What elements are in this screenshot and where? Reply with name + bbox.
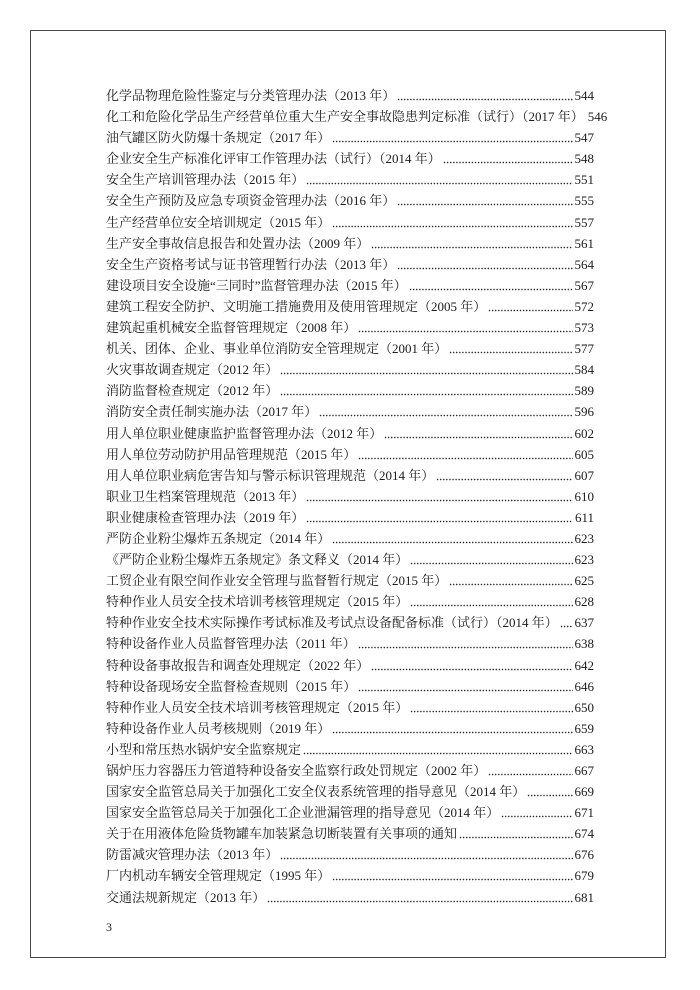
toc-dot-leader <box>280 359 572 380</box>
toc-entry-page: 605 <box>574 446 594 462</box>
toc-entry-title: 厂内机动车辆安全管理规定（1995 年） <box>106 868 331 884</box>
toc-dot-leader <box>358 676 572 697</box>
toc-entry <box>106 802 594 823</box>
toc-dot-leader <box>280 844 572 865</box>
toc-entry-page: 681 <box>574 889 594 905</box>
toc-entry-page: 584 <box>574 362 594 378</box>
toc-entry-page: 561 <box>574 235 594 251</box>
toc-dot-leader <box>397 85 572 106</box>
toc-entry <box>106 887 594 908</box>
toc-dot-leader <box>306 486 572 507</box>
toc-dot-leader <box>409 275 573 296</box>
toc-entry-page: 674 <box>574 826 594 842</box>
toc-entry-title: 小型和常压热水锅炉安全监察规定 <box>106 741 302 757</box>
toc-entry <box>106 781 594 802</box>
toc-entry-title: 化工和危险化学品生产经营单位重大生产安全事故隐患判定标准（试行）（2017 年） <box>106 109 584 125</box>
toc-entry <box>106 823 594 844</box>
toc-entry-page: 638 <box>574 636 594 652</box>
toc-entry <box>106 338 594 359</box>
toc-entry-page: 676 <box>574 847 594 863</box>
toc-entry-title: 安全生产培训管理办法（2015 年） <box>106 172 305 188</box>
toc-dot-leader <box>371 655 572 676</box>
toc-entry <box>106 212 594 233</box>
toc-dot-leader <box>319 401 572 422</box>
toc-dot-leader <box>449 570 572 591</box>
toc-entry-page: 623 <box>574 530 594 546</box>
toc-entry-page: 607 <box>574 467 594 483</box>
toc-entry <box>106 676 594 697</box>
toc-entry <box>106 486 594 507</box>
toc-entry-title: 国家安全监管总局关于加强化工安全仪表系统管理的指导意见（2014 年） <box>106 784 526 800</box>
toc-entry <box>106 612 594 633</box>
toc-entry <box>106 233 594 254</box>
toc-entry-page: 667 <box>574 763 594 778</box>
toc-entry-title: 工贸企业有限空间作业安全管理与监督暂行规定（2015 年） <box>106 573 448 589</box>
toc-dot-leader <box>488 760 572 781</box>
toc-dot-leader <box>332 212 572 233</box>
toc-entry-title: 消防监督检查规定（2012 年） <box>106 383 279 399</box>
toc-entry-title: 职业卫生档案管理规范（2013 年） <box>106 488 305 504</box>
toc-entry <box>106 275 594 296</box>
toc-dot-leader <box>358 633 573 654</box>
toc-entry-title: 火灾事故调查规定（2012 年） <box>106 362 279 378</box>
toc-entry <box>106 591 594 612</box>
toc-entry-title: 安全生产资格考试与证书管理暂行办法（2013 年） <box>106 256 396 272</box>
toc-entry <box>106 380 594 401</box>
toc-entry <box>106 655 594 676</box>
toc-entry-title: 机关、团体、企业、事业单位消防安全管理规定（2001 年） <box>106 341 448 357</box>
toc-entry-page: 548 <box>574 151 594 167</box>
toc-entry <box>106 570 594 591</box>
toc-entry-page: 646 <box>574 678 594 694</box>
toc-entry <box>106 359 594 380</box>
toc-entry-page: 663 <box>574 741 594 757</box>
toc-entry-title: 特种设备事故报告和调查处理规定（2022 年） <box>106 657 370 673</box>
toc-entry-page: 573 <box>574 320 594 336</box>
toc-dot-leader <box>384 423 572 444</box>
toc-entry-title: 建筑起重机械安全监督管理规定（2008 年） <box>106 320 357 336</box>
toc-dot-leader <box>397 190 572 211</box>
toc-dot-leader <box>560 612 573 633</box>
toc-entry-page: 555 <box>574 193 594 209</box>
toc-entry <box>106 865 594 886</box>
toc-entry-page: 577 <box>574 341 594 357</box>
toc-entry-title: 交通法规新规定（2013 年） <box>106 889 266 905</box>
toc-entry-title: 职业健康检查管理办法（2019 年） <box>106 509 305 525</box>
toc-entry-page: 625 <box>574 573 594 589</box>
toc-entry-page: 589 <box>574 383 594 399</box>
toc-entry <box>106 296 594 317</box>
toc-entry-page: 546 <box>587 109 608 125</box>
toc-dot-leader <box>436 465 572 486</box>
toc-entry-title: 《严防企业粉尘爆炸五条规定》条文释义（2014 年） <box>106 552 409 568</box>
toc-entry <box>106 844 594 865</box>
toc-dot-leader <box>410 697 572 718</box>
toc-entry-title: 关于在用液体危险货物罐车加装紧急切断装置有关事项的通知 <box>106 826 458 842</box>
toc-entry-title: 锅炉压力容器压力管道特种设备安全监察行政处罚规定（2002 年） <box>106 763 487 778</box>
toc-dot-leader <box>459 823 572 844</box>
toc-entry-title: 油气罐区防火防爆十条规定（2017 年） <box>106 130 331 146</box>
toc-entry-page: 611 <box>574 509 594 525</box>
toc-entry-title: 用人单位职业病危害告知与警示标识管理规范（2014 年） <box>106 467 435 483</box>
toc-dot-leader <box>371 233 572 254</box>
toc-dot-leader <box>358 444 572 465</box>
toc-dot-leader <box>332 528 572 549</box>
toc-entry-title: 建筑工程安全防护、文明施工措施费用及使用管理规定（2005 年） <box>106 298 487 314</box>
toc-dot-leader <box>527 781 572 802</box>
toc-entry-title: 消防安全责任制实施办法（2017 年） <box>106 404 318 420</box>
toc-entry-page: 547 <box>574 130 594 146</box>
toc-dot-leader <box>332 865 572 886</box>
toc-entry-page: 564 <box>574 256 594 272</box>
toc-entry <box>106 760 594 781</box>
toc-dot-leader <box>443 148 573 169</box>
toc-entry-page: 628 <box>574 594 594 610</box>
toc-entry <box>106 127 594 148</box>
toc-entry <box>106 507 594 528</box>
toc-entry-title: 生产安全事故信息报告和处置办法（2009 年） <box>106 235 370 251</box>
toc-entry <box>106 317 594 338</box>
toc-entry-title: 化学品物理危险性鉴定与分类管理办法（2013 年） <box>106 88 396 103</box>
toc-dot-leader <box>488 296 572 317</box>
toc-entry <box>106 528 594 549</box>
toc-entry-title: 防雷减灾管理办法（2013 年） <box>106 847 279 863</box>
toc-entry-page: 610 <box>574 488 594 504</box>
toc-entry <box>106 697 594 718</box>
toc-dot-leader <box>410 549 572 570</box>
toc-entry-title: 特种设备作业人员考核规则（2019 年） <box>106 720 331 736</box>
toc-entry <box>106 190 594 211</box>
toc-entry <box>106 549 594 570</box>
toc-entry <box>106 465 594 486</box>
toc-dot-leader <box>397 254 572 275</box>
toc-entry <box>106 739 594 760</box>
toc-entry <box>106 169 594 190</box>
toc-entry <box>106 401 594 422</box>
toc-entry <box>106 444 594 465</box>
toc-entry <box>106 106 608 127</box>
toc-entry-title: 用人单位劳动防护用品管理规范（2015 年） <box>106 446 357 462</box>
toc-entry-title: 特种作业安全技术实际操作考试标准及考试点设备配备标准（试行）（2014 年） <box>106 615 558 631</box>
toc-entry-page: 567 <box>574 277 594 293</box>
toc-dot-leader <box>449 338 572 359</box>
toc-dot-leader <box>267 887 572 908</box>
toc-entry-title: 严防企业粉尘爆炸五条规定（2014 年） <box>106 530 331 546</box>
toc-entry-title: 企业安全生产标准化评审工作管理办法（试行）（2014 年） <box>106 151 441 167</box>
toc-entry-page: 679 <box>574 868 594 884</box>
toc-entry <box>106 148 594 169</box>
toc-entry-page: 642 <box>574 657 594 673</box>
toc-entry-page: 596 <box>574 404 594 420</box>
page-number: 3 <box>106 920 112 934</box>
toc-entry-title: 国家安全监管总局关于加强化工企业泄漏管理的指导意见（2014 年） <box>106 805 500 821</box>
toc-entry-page: 650 <box>574 699 594 715</box>
toc-entry <box>106 423 594 444</box>
toc-entry-page: 637 <box>574 615 594 631</box>
toc-dot-leader <box>280 380 572 401</box>
toc-entry-title: 建设项目安全设施“三同时”监督管理办法（2015 年） <box>106 277 407 293</box>
toc-entry <box>106 718 594 739</box>
toc-dot-leader <box>358 317 572 338</box>
toc-entry-title: 特种设备现场安全监督检查规则（2015 年） <box>106 678 357 694</box>
toc-dot-leader <box>332 127 572 148</box>
toc-entry <box>106 85 594 106</box>
toc-dot-leader <box>306 507 573 528</box>
toc-entry-title: 特种作业人员安全技术培训考核管理规定（2015 年） <box>106 594 409 610</box>
toc-entry-page: 551 <box>574 172 594 188</box>
toc-dot-leader <box>410 591 572 612</box>
toc-entry-title: 特种作业人员安全技术培训考核管理规定（2015 年） <box>106 699 409 715</box>
toc-entry-title: 用人单位职业健康监护监督管理办法（2012 年） <box>106 425 383 441</box>
toc-entry-title: 生产经营单位安全培训规定（2015 年） <box>106 214 331 230</box>
toc-entry-page: 544 <box>574 88 594 103</box>
toc-entry-page: 671 <box>574 805 594 821</box>
toc-list <box>106 85 608 908</box>
toc-dot-leader <box>303 739 572 760</box>
toc-entry-page: 659 <box>574 720 594 736</box>
toc-entry-page: 572 <box>574 298 594 314</box>
toc-entry-page: 602 <box>574 425 594 441</box>
toc-entry-page: 623 <box>574 552 594 568</box>
toc-entry <box>106 633 594 654</box>
toc-entry-page: 669 <box>574 784 594 800</box>
toc-entry-page: 557 <box>574 214 594 230</box>
toc-entry <box>106 254 594 275</box>
toc-entry-title: 特种设备作业人员监督管理办法（2011 年） <box>106 636 356 652</box>
toc-dot-leader <box>332 718 572 739</box>
toc-dot-leader <box>501 802 572 823</box>
toc-entry-title: 安全生产预防及应急专项资金管理办法（2016 年） <box>106 193 396 209</box>
toc-dot-leader <box>306 169 572 190</box>
